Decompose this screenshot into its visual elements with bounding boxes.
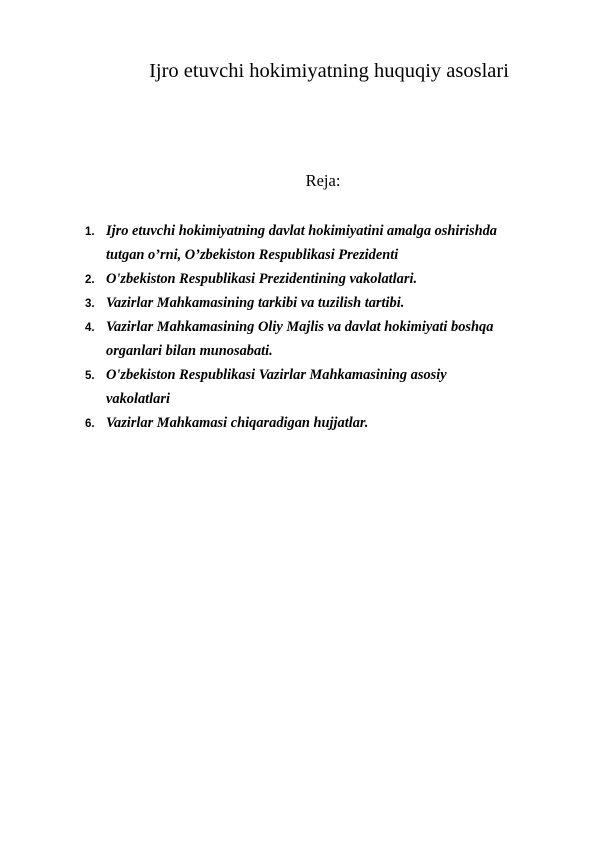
plan-item-line: organlari bilan munosabati. <box>106 343 273 359</box>
plan-item-text <box>106 219 551 267</box>
plan-list <box>0 219 596 435</box>
plan-item-number: 4. <box>85 322 95 334</box>
plan-item-line: O'zbekiston Respublikasi Prezidentining vakolatlari. <box>106 271 418 287</box>
document-title: Ijro etuvchi hokimiyatning huquqiy asoslari <box>149 60 509 82</box>
plan-item-text <box>106 411 551 435</box>
plan-item-line: Vazirlar Mahkamasining tarkibi va tuzilish tartibi. <box>106 295 405 311</box>
plan-item-text <box>106 267 551 291</box>
plan-item-1 <box>0 219 596 267</box>
plan-item-number: 2. <box>85 274 95 286</box>
plan-heading: Reja: <box>305 171 341 190</box>
plan-item-6 <box>0 411 596 435</box>
plan-item-number: 6. <box>85 418 95 430</box>
plan-item-2 <box>0 267 596 291</box>
plan-item-number: 1. <box>85 226 95 238</box>
plan-item-line: Vazirlar Mahkamasining Oliy Majlis va davlat hokimiyati boshqa <box>106 319 494 335</box>
plan-item-line: Vazirlar Mahkamasi chiqaradigan hujjatlar. <box>106 415 369 431</box>
plan-item-5 <box>0 363 596 411</box>
plan-item-line: Ijro etuvchi hokimiyatning davlat hokimiyatini amalga oshirishda <box>106 223 498 239</box>
plan-item-line: tutgan o’rni, O’zbekiston Respublikasi Prezidenti <box>106 247 399 263</box>
plan-item-number: 5. <box>85 370 95 382</box>
plan-item-4 <box>0 315 596 363</box>
plan-item-text <box>106 291 551 315</box>
plan-item-line: O'zbekiston Respublikasi Vazirlar Mahkamasining asosiy <box>106 367 447 383</box>
plan-item-3 <box>0 291 596 315</box>
plan-item-text <box>106 315 551 363</box>
plan-item-line: vakolatlari <box>106 391 170 407</box>
plan-item-number: 3. <box>85 298 95 310</box>
plan-item-text <box>106 363 551 411</box>
